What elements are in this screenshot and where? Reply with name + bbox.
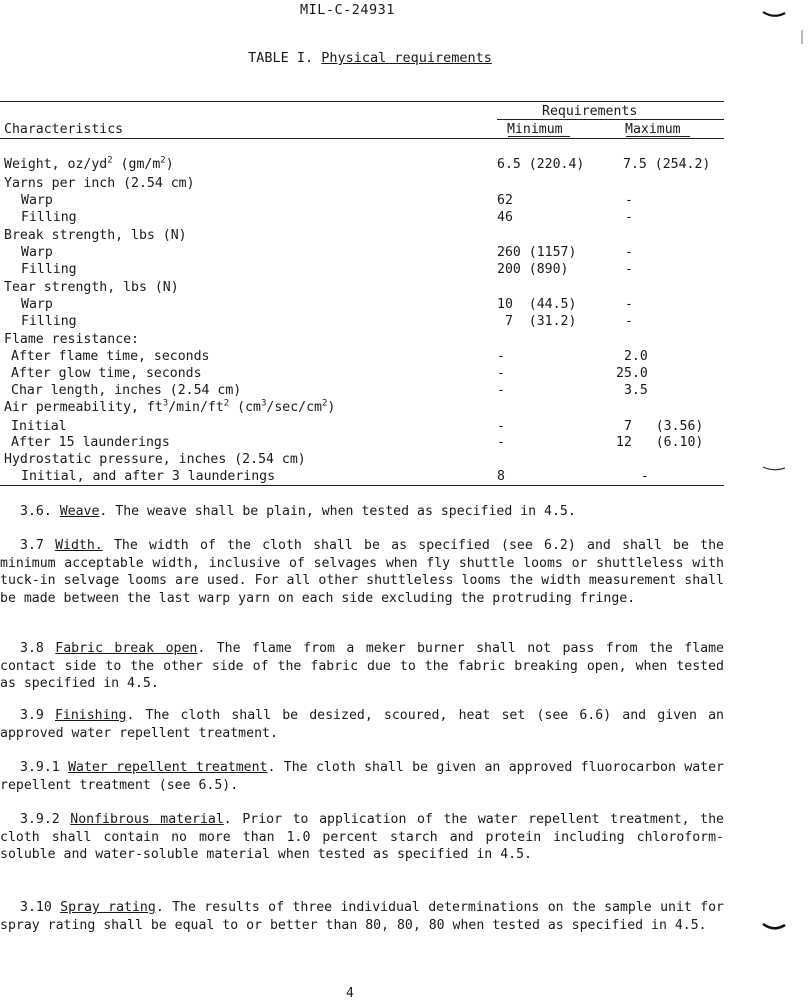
table-row-min: - [497,435,505,450]
table-row-max: - [625,314,633,329]
table-row-min: 200 (890) [497,262,569,277]
table-row-max: - [625,245,633,260]
table-row-max: - [625,297,633,312]
paragraph-heading: Weave [59,504,100,519]
paragraph-heading: Nonfibrous material [70,812,224,827]
paragraph-text: . The cloth shall be given an approved fluorocarbon water repellent treatment (see 6.5). [0,760,724,793]
table-row-max: - [625,210,633,225]
table-row-min: 62 [497,193,513,208]
paragraph-number: 3.9.1 [20,760,60,775]
header-bottom-rule [0,138,724,139]
table-row-max: 7 (3.56) [616,419,704,434]
table-row-min: 260 (1157) [497,245,577,260]
paragraph-number: 3.7 [20,538,44,553]
table-row-max: 7.5 (254.2) [623,157,711,172]
paragraph-heading: Water repellent treatment [68,760,268,775]
document-id: MIL-C-24931 [300,2,395,18]
table-row-label: Tear strength, lbs (N) [4,280,179,295]
table-row-label: Filling [21,210,77,225]
table-row-label: Warp [21,245,53,260]
paragraph-3-9-2 [0,811,724,864]
paragraph-number: 3.8 [20,641,44,656]
table-row-max: 2.0 [616,349,648,364]
table-row-min: - [497,383,505,398]
paragraph-3-6 [0,503,724,521]
table-row-label: Initial [11,419,67,434]
paragraph-text: The width of the cloth shall be as specified (see 6.2) and shall be the minimum acceptable width, inclusive of selvages when fly shuttle looms or shuttleless with tuck-in selvage looms are used. For all other shuttleless looms the width measurement shall be made between the last warp yarn on each side excluding the protruding fringe. [0,538,724,606]
paragraph-text: . The flame from a meker burner shall not pass from the flame contact side to the other side of the fabric due to the fabric breaking open, when tested as specified in 4.5. [0,641,724,691]
page-number: 4 [346,986,354,1001]
paragraph-3-8 [0,640,724,693]
table-row-min: 10 (44.5) [497,297,577,312]
requirements-header: Requirements [542,104,638,119]
paragraph-3-10 [0,899,724,934]
table-title [0,50,740,66]
paragraph-number: 3.10 [20,900,52,915]
binder-mark-middle [762,465,784,471]
table-row-max: - [625,193,633,208]
paragraph-heading: Width. [55,538,103,553]
table-row-min: - [497,349,505,364]
table-row-max: 12 (6.10) [616,435,704,450]
table-row-min: 46 [497,210,513,225]
paragraph-text: . The cloth shall be desized, scoured, heat set (see 6.6) and given an approved water repellent treatment. [0,708,724,741]
paragraph-number: 3.6. [20,504,52,519]
binder-mark-top [762,10,784,16]
paragraph-text: . The results of three individual determinations on the sample unit for spray rating shall be equal to or better than 80, 80, 80 when tested as specified in 4.5. [0,900,724,933]
table-row-label: Hydrostatic pressure, inches (2.54 cm) [4,452,306,467]
paragraph-heading: Finishing [54,708,127,723]
table-row-label: Flame resistance: [4,332,139,347]
minimum-header: Minimum [507,122,563,137]
table-row-label: After flame time, seconds [11,349,210,364]
table-row-max: - [625,262,633,277]
table-bottom-rule [0,485,724,486]
table-row-label: After 15 launderings [11,435,170,450]
margin-mark [801,30,803,44]
paragraph-heading: Spray rating [60,900,156,915]
table-row-max: 3.5 [616,383,648,398]
table-row-min: - [497,366,505,381]
paragraph-text: . The weave shall be plain, when tested as specified in 4.5. [99,504,576,519]
binder-mark-bottom [762,922,784,928]
table-row-label: Char length, inches (2.54 cm) [11,383,242,398]
table-row-min: 7 (31.2) [497,314,577,329]
characteristics-header: Characteristics [4,122,124,137]
table-row-label: Warp [21,297,53,312]
table-row-min: 6.5 (220.4) [497,157,585,172]
table-row-label: After glow time, seconds [11,366,202,381]
table-row-label: Air permeability, $ft^3/\min/ft^2$ $(cm^3/\sec/cm^2)$ [4,398,336,415]
paragraph-3-9 [0,707,724,742]
paragraph-text: . Prior to application of the water repellent treatment, the cloth shall contain no more than 1.0 percent starch and protein including chloroform-soluble and water-soluble material when tested as specified in 4.5. [0,812,724,862]
table-title-prefix: TABLE I. [248,50,314,66]
table-row-min: - [497,419,505,434]
paragraph-3-9-1 [0,759,724,794]
table-title-main: Physical requirements [321,50,492,66]
table-row-max: 25.0 [616,366,648,381]
maximum-header: Maximum [625,122,681,137]
table-row-label: Weight, $oz/yd^2$ $(gm/m^2)$ [4,155,174,172]
table-row-max: - [625,469,649,484]
table-row-label: Filling [21,314,77,329]
table-row-label: Yarns per inch (2.54 cm) [4,176,195,191]
table-row-label: Filling [21,262,77,277]
table-row-label: Break strength, lbs (N) [4,228,187,243]
paragraph-heading: Fabric break open [55,641,198,656]
table-row-label: Initial, and after 3 launderings [21,469,276,484]
paragraph-number: 3.9 [20,708,44,723]
paragraph-number: 3.9.2 [20,812,60,827]
table-row-min: 8 [497,469,505,484]
table-row-label: Warp [21,193,53,208]
table-top-rule [0,101,724,102]
paragraph-3-7 [0,537,724,607]
